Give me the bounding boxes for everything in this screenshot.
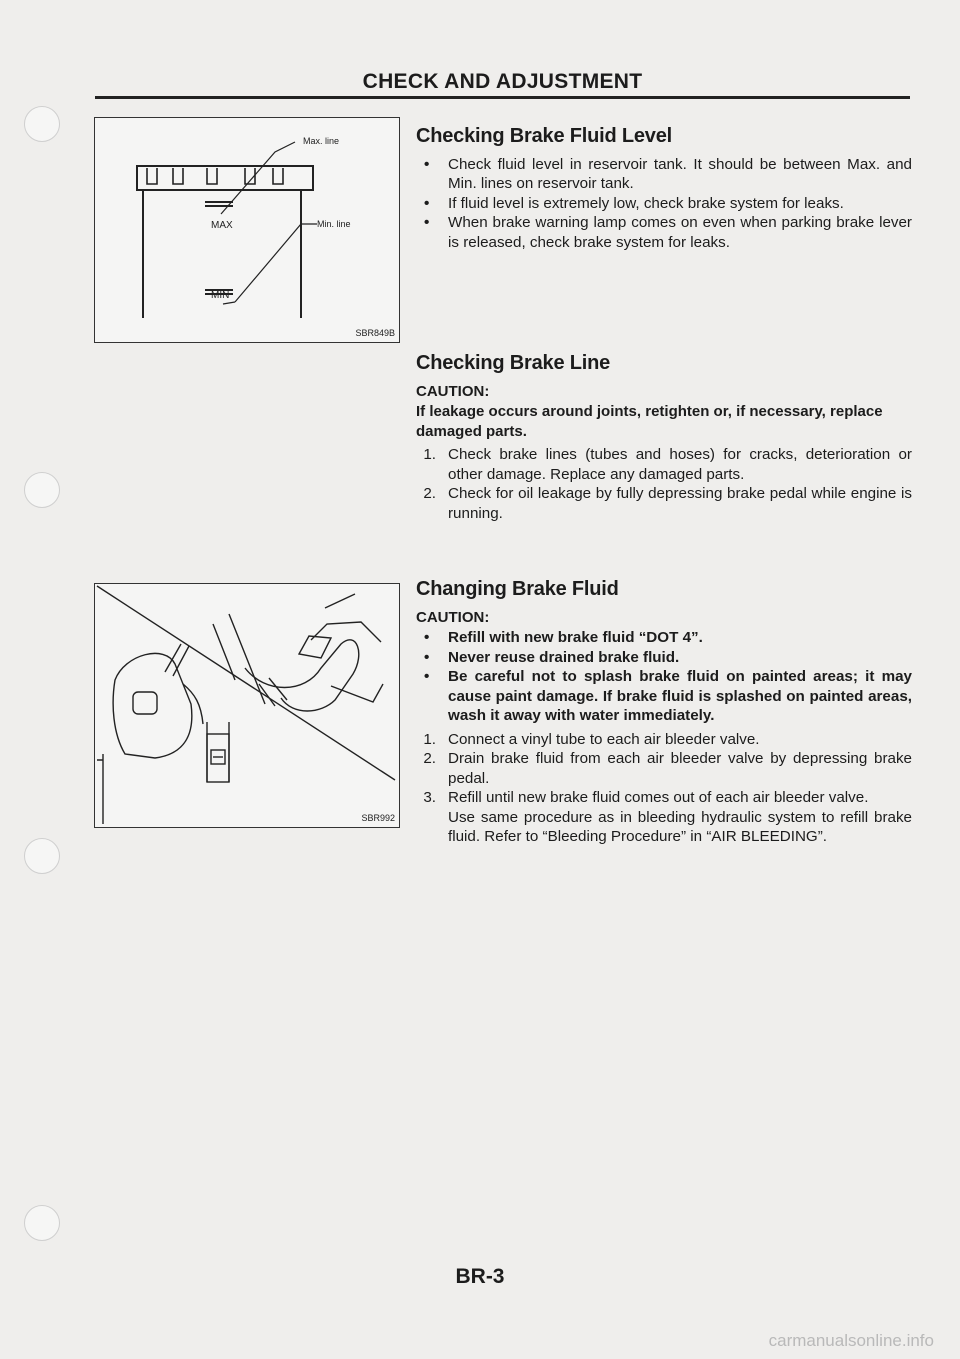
section-title: Checking Brake Fluid Level xyxy=(416,125,672,147)
bleeding-illustration xyxy=(95,584,399,827)
section-brake-line xyxy=(416,354,912,523)
list-item: • Be careful not to splash brake fluid on painted areas; it may cause paint damage. If brake fluid is splashed on painted areas, wash it away with water immediately. xyxy=(424,668,912,724)
binder-hole xyxy=(24,838,60,874)
caution-list xyxy=(416,628,912,726)
list-item: • When brake warning lamp comes on even when parking brake lever is released, check brake system for leaks. xyxy=(424,214,912,251)
list-item: 1. Check brake lines (tubes and hoses) for cracks, deterioration or other damage. Replace any damaged parts. xyxy=(423,446,912,483)
bullet-icon: • xyxy=(424,214,430,231)
step-list xyxy=(416,730,912,847)
binder-hole xyxy=(24,106,60,142)
max-line-label: Max. line xyxy=(303,136,340,146)
section-change-fluid xyxy=(416,580,912,847)
section-title: Checking Brake Line xyxy=(416,352,611,374)
min-mark: MIN xyxy=(211,290,230,301)
list-item: • Check fluid level in reservoir tank. It should be between Max. and Min. lines on reservoir tank. xyxy=(424,155,912,192)
list-item: 2. Check for oil leakage by fully depressing brake pedal while engine is running. xyxy=(423,485,912,522)
caution-title: CAUTION: xyxy=(416,382,490,400)
header-rule xyxy=(95,96,910,99)
bullet-list xyxy=(416,155,912,253)
list-item: 2. Drain brake fluid from each air bleeder valve by depressing brake pedal. xyxy=(423,750,912,787)
bullet-icon: • xyxy=(424,668,430,685)
binder-hole xyxy=(24,472,60,508)
list-item: 3. Refill until new brake fluid comes out of each air bleeder valve. Use same procedure as in bleeding hydraulic system to refill brake fluid. Refer to “Bleeding Procedure” in “AIR BLEEDING”. xyxy=(423,789,912,845)
min-line-label: Min. line xyxy=(317,219,351,229)
figure-reservoir-level xyxy=(94,117,400,343)
bullet-icon: • xyxy=(424,629,430,646)
list-item: 1. Connect a vinyl tube to each air bleeder valve. xyxy=(423,730,760,748)
caution-text: If leakage occurs around joints, retighten or, if necessary, replace damaged parts. xyxy=(416,403,883,440)
watermark-text: carmanualsonline.info xyxy=(768,1331,934,1350)
bullet-icon: • xyxy=(424,648,430,666)
binder-hole xyxy=(24,1205,60,1241)
page-number: BR-3 xyxy=(455,1265,505,1288)
figure-bleeding xyxy=(94,583,400,828)
list-item: • Never reuse drained brake fluid. xyxy=(424,648,680,666)
page-header: CHECK AND ADJUSTMENT xyxy=(362,70,643,93)
figure-code: SBR992 xyxy=(361,813,395,823)
step-note: Use same procedure as in bleeding hydraulic system to refill brake fluid. Refer to “Bleeding Procedure” in “AIR BLEEDING”. xyxy=(448,808,912,845)
section-title: Changing Brake Fluid xyxy=(416,578,619,600)
max-mark: MAX xyxy=(211,220,233,231)
figure-code: SBR849B xyxy=(355,328,395,338)
list-item: • If fluid level is extremely low, check brake system for leaks. xyxy=(424,194,844,212)
step-list xyxy=(416,445,912,523)
bullet-icon: • xyxy=(424,194,430,212)
bullet-icon: • xyxy=(424,155,430,173)
section-fluid-level xyxy=(416,127,912,252)
reservoir-level-illustration xyxy=(95,118,399,342)
list-item: • Refill with new brake fluid “DOT 4”. xyxy=(424,629,703,646)
caution-title: CAUTION: xyxy=(416,608,490,626)
